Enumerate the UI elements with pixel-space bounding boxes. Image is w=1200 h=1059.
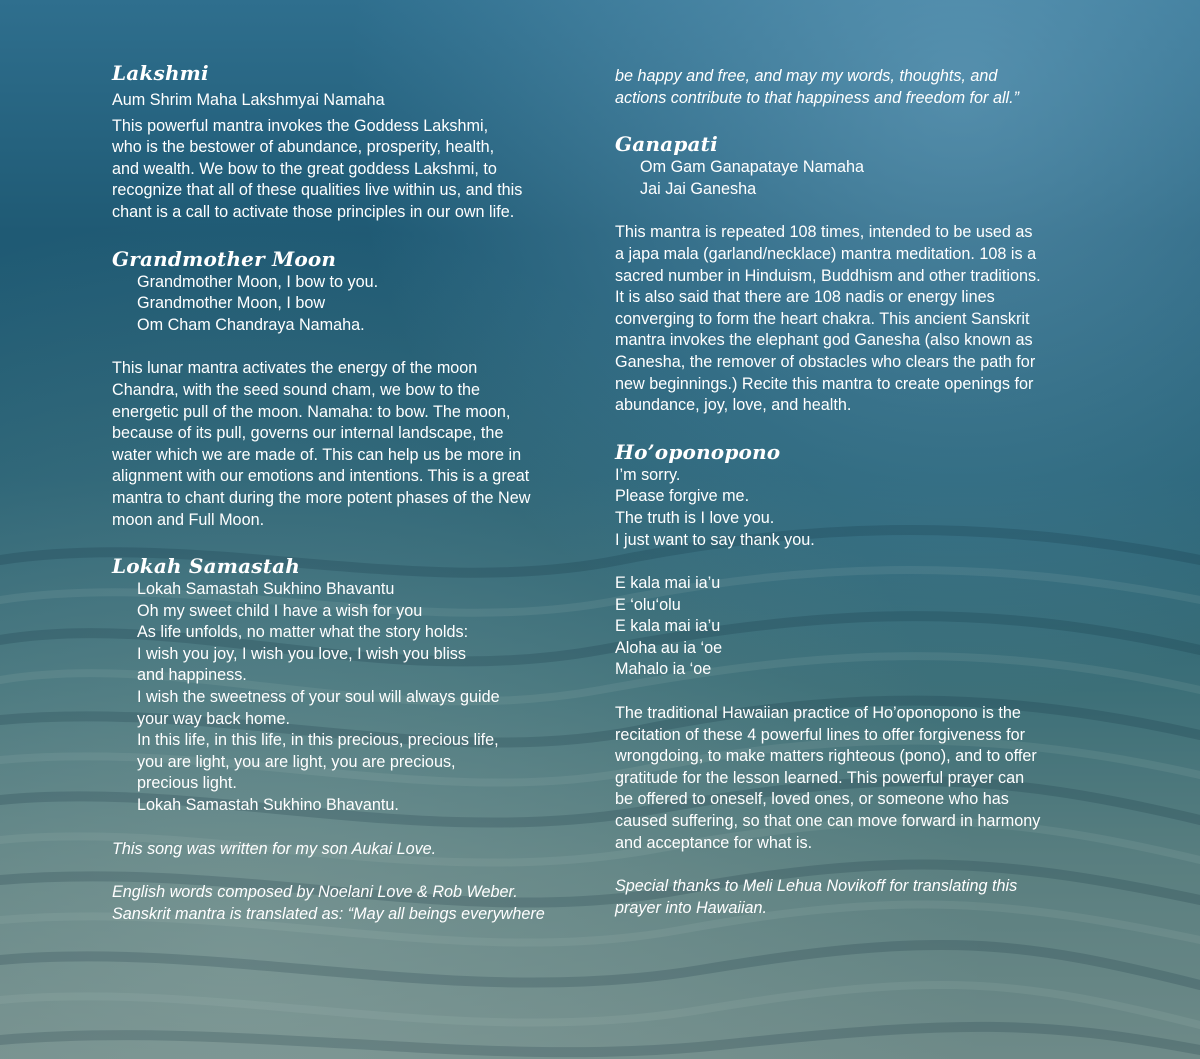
grandmother-moon-heading: Grandmother Moon (112, 246, 337, 271)
ganapati-body: This mantra is repeated 108 times, intended to be used as a japa mala (garland/necklace) mantra meditation. 108 is a sacred number in Hinduism, Buddhism and other traditions. It is also said that there are 108 nadis or energy lines converging to form the heart chakra. This ancient Sanskrit mantra invokes the elephant god Ganesha (also known as Ganesha, the remover of obstacles who clears the path for new beginnings.) Recite this mantra to create openings for abundance, joy, love, and health. (615, 223, 1041, 415)
lakshmi-heading: Lakshmi (112, 61, 209, 85)
lakshmi-body: This powerful mantra invokes the Goddess Lakshmi, who is the bestower of abundance, prosperity, health, and wealth. We bow to the great goddess Lakshmi, to recognize that all of these qualities live within us, and this chant is a call to activate those principles in our own life. (112, 116, 523, 221)
ganapati-lyrics: Om Gam Ganapataye Namaha Jai Jai Ganesha (640, 158, 865, 198)
hooponopono-heading: Ho’oponopono (615, 439, 781, 464)
lakshmi-section (112, 60, 582, 224)
translation-continuation: be happy and free, and may my words, thoughts, and actions contribute to that happiness and freedom for all.” (615, 67, 1020, 107)
right-column (615, 66, 1095, 919)
left-column (112, 60, 582, 925)
grandmother-moon-lyrics: Grandmother Moon, I bow to you. Grandmother Moon, I bow Om Cham Chandraya Namaha. (137, 272, 379, 334)
special-thanks-note: Special thanks to Meli Lehua Novikoff for translating this prayer into Hawaiian. (615, 877, 1018, 917)
dedication-note: This song was written for my son Aukai Love. (112, 839, 437, 858)
hooponopono-section (615, 439, 1095, 920)
hooponopono-hawaiian-lines: E kala mai ia’u E ‘olu‘olu E kala mai ia’u Aloha au ia ‘oe Mahalo ia ‘oe (615, 574, 723, 679)
lokah-samastah-lyrics: Lokah Samastah Sukhino Bhavantu Oh my sweet child I have a wish for you As life unfolds, no matter what the story holds: I wish you joy, I wish you love, I wish you bliss and happiness. I wish the sweetness of your soul will always guide your way back home. In this life, in this life, in this precious, precious life, you are light, you are light, you are precious, precious light. Lokah Samastah Sukhino Bhavantu. (137, 580, 500, 815)
lokah-samastah-heading: Lokah Samastah (112, 554, 301, 579)
grandmother-moon-section (112, 246, 582, 532)
hooponopono-english-lines: I’m sorry. Please forgive me. The truth is I love you. I just want to say thank you. (615, 465, 815, 549)
grandmother-moon-body: This lunar mantra activates the energy of the moon Chandra, with the seed sound cham, we bow to the energetic pull of the moon. Namaha: to bow. The moon, because of its pull, governs our internal landscape, the water which we are made of. This can help us be more in alignment with our emotions and intentions. This is a great mantra to chant during the more potent phases of the New moon and Full Moon. (112, 359, 531, 529)
ganapati-section (615, 131, 1095, 417)
lakshmi-mantra: Aum Shrim Maha Lakshmyai Namaha (112, 91, 385, 109)
credits-note: English words composed by Noelani Love & Rob Weber. Sanskrit mantra is translated as: “May all beings everywhere (112, 883, 545, 923)
ganapati-heading: Ganapati (615, 132, 718, 157)
hooponopono-body: The traditional Hawaiian practice of Ho’oponopono is the recitation of these 4 powerful lines to offer forgiveness for wrongdoing, to make matters righteous (pono), and to offer gratitude for the lesson learned. This powerful prayer can be offered to oneself, loved ones, or someone who has caused suffering, so that one can move forward in harmony and acceptance for what is. (615, 704, 1041, 852)
lokah-samastah-section (112, 553, 582, 925)
